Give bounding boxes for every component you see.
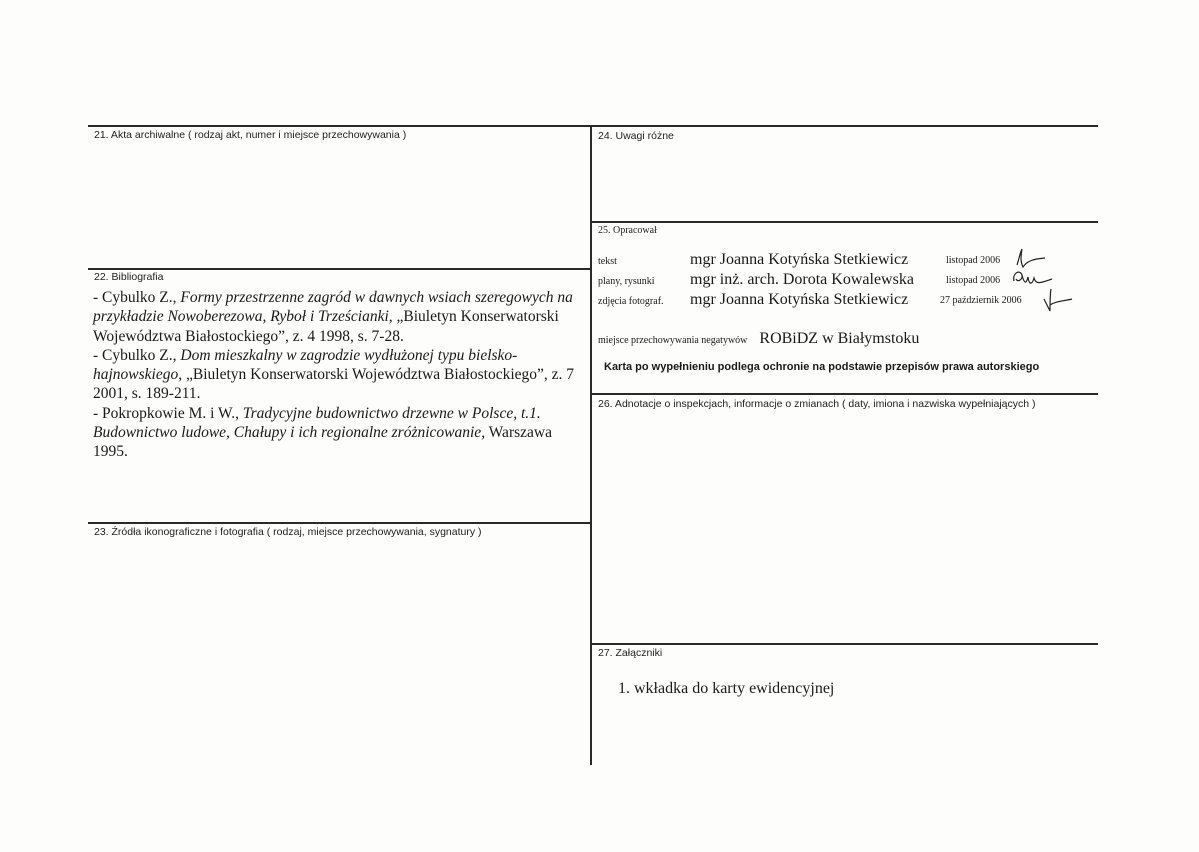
author-row-photos	[598, 291, 1098, 311]
author-date: listopad 2006	[946, 275, 1001, 286]
section-27-label: 27. Załączniki	[598, 647, 663, 659]
copyright-notice: Karta po wypełnieniu podlega ochronie na podstawie przepisów prawa autorskiego	[604, 361, 1040, 373]
divider-26-27	[591, 643, 1098, 645]
author-role: plany, rysunki	[598, 276, 655, 287]
author-row-plans	[598, 271, 1098, 291]
signature-icon	[1038, 285, 1076, 313]
divider-22-23	[88, 522, 591, 524]
author-role: tekst	[598, 256, 617, 267]
section-24-label: 24. Uwagi różne	[598, 130, 674, 142]
author-name: mgr Joanna Kotyńska Stetkiewicz	[690, 251, 909, 268]
divider-25-26	[591, 393, 1098, 395]
negatives-storage	[598, 330, 919, 348]
section-21-label: 21. Akta archiwalne ( rodzaj akt, numer i miejsce przechowywania )	[94, 129, 407, 141]
author-role: zdjęcia fotograf.	[598, 296, 664, 307]
author-name: mgr inż. arch. Dorota Kowalewska	[690, 271, 914, 288]
attachment-item: 1. wkładka do karty ewidencyjnej	[618, 680, 835, 697]
divider-24-25	[591, 221, 1098, 223]
author-date: listopad 2006	[946, 255, 1001, 266]
bibliography-entry: - Cybulko Z., Formy przestrzenne zagród w dawnych wsiach szeregowych na przykładzie Nowoberezowa, Ryboł i Trześcianki, „Biuletyn Konserwatorski Województwa Białostockiego”, z. 4 1998, s. 7-28.	[93, 289, 573, 345]
author-date: 27 październik 2006	[940, 295, 1022, 306]
bibliography-list	[93, 288, 588, 462]
storage-value: ROBiDZ w Białymstoku	[759, 330, 920, 347]
bibliography-entry: - Pokropkowie M. i W., Tradycyjne budownictwo drzewne w Polsce, t.1. Budownictwo ludowe, Chałupy i ich regionalne zróżnicowanie, Warszawa 1995.	[93, 404, 552, 461]
storage-label: miejsce przechowywania negatywów	[598, 335, 748, 346]
section-23-label: 23. Źródła ikonograficzne i fotografia ( rodzaj, miejsce przechowywania, sygnatury )	[94, 526, 482, 538]
section-26-label: 26. Adnotacje o inspekcjach, informacje o zmianach ( daty, imiona i nazwiska wypełniających )	[598, 398, 1036, 410]
section-22-label: 22. Bibliografia	[94, 271, 164, 283]
form-top-border	[88, 125, 1098, 127]
divider-21-22	[88, 268, 591, 270]
section-25-label: 25. Opracował	[598, 225, 657, 236]
author-name: mgr Joanna Kotyńska Stetkiewicz	[690, 291, 909, 308]
bibliography-entry: - Cybulko Z., Dom mieszkalny w zagrodzie wydłużonej typu bielsko-hajnowskiego, „Biuletyn Konserwatorski Województwa Białostockiego”, z. 7 2001, s. 189-211.	[93, 346, 575, 403]
